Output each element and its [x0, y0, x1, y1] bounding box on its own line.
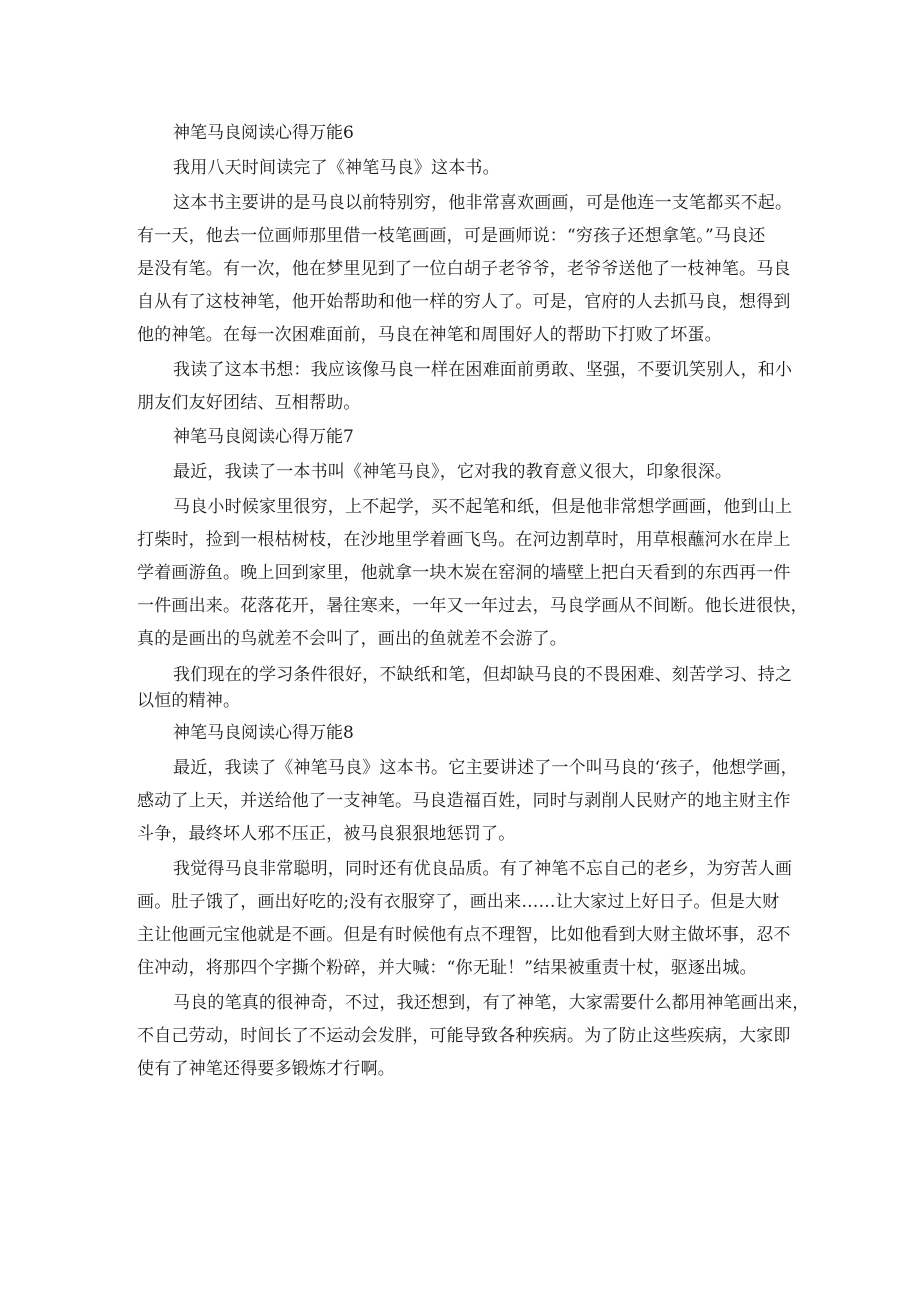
text-line: 我觉得马良非常聪明，同时还有优良品质。有了神笔不忘自己的老乡，为穷苦人画: [173, 859, 793, 879]
paragraph: [137, 354, 793, 420]
text-line: 这本书主要讲的是马良以前特别穷，他非常喜欢画画，可是他连一支笔都买不起。: [173, 193, 793, 213]
paragraph: [137, 152, 789, 185]
text-line: 我用八天时间读完了《神笔马良》这本书。: [173, 158, 500, 178]
paragraph: [137, 662, 793, 714]
text-line: 学着画游鱼。晚上回到家里，他就拿一块木炭在窑洞的墙壁上把白天看到的东西再一件: [137, 563, 791, 583]
text-line: 斗争，最终坏人邪不压正，被马良狠狠地惩罚了。: [137, 824, 516, 844]
text-line: 住冲动，将那四个字撕个粉碎，并大喊：“你无耻！”结果被重责十杖，驱逐出城。: [137, 958, 757, 978]
text-line: 一件画出来。花落花开，暑往寒来，一年又一年过去，马良学画从不间断。他长进很快，: [137, 596, 808, 616]
text-line: 朋友们友好团结、互相帮助。: [137, 393, 361, 413]
text-line: 以恒的精神。: [137, 691, 241, 711]
text-line: 画。肚子饿了，画出好吃的;没有衣服穿了，画出来……让大家过上好日子。但是大财: [137, 892, 780, 912]
section-heading: 神笔马良阅读心得万能8: [173, 723, 354, 743]
text-line: 感动了上天，并送给他了一支神笔。马良造福百姓，同时与剥削人民财产的地主财主作: [137, 791, 791, 811]
paragraph: [137, 987, 810, 1086]
paragraph: [137, 456, 789, 489]
text-line: 我读了这本书想：我应该像马良一样在困难面前勇敢、坚强，不要讥笑别人，和小: [173, 360, 793, 380]
text-line: 真的是画出的鸟就差不会叫了，画出的鱼就差不会游了。: [137, 629, 567, 649]
text-line: 不自己劳动，时间长了不运动会发胖，可能导致各种疾病。为了防止这些疾病，大家即: [137, 1026, 791, 1046]
text-line: 自从有了这枝神笔，他开始帮助和他一样的穷人了。可是，官府的人去抓马良，想得到: [137, 292, 791, 312]
text-line: 打柴时，捡到一根枯树枝，在沙地里学着画飞鸟。在河边割草时，用草根蘸河水在岸上: [137, 530, 791, 550]
text-line: 有一天，他去一位画师那里借一枝笔画画，可是画师说：“穷孩子还想拿笔。”马良还: [137, 226, 766, 246]
section-8: [137, 716, 810, 1086]
text-line: 我们现在的学习条件很好，不缺纸和笔，但却缺马良的不畏困难、刻苦学习、持之: [173, 665, 793, 685]
section-heading: 神笔马良阅读心得万能7: [173, 427, 354, 447]
text-line: 是没有笔。有一次，他在梦里见到了一位白胡子老爷爷，老爷爷送他了一枝神笔。马良: [137, 259, 791, 279]
paragraph: [137, 853, 793, 985]
text-line: 马良的笔真的很神奇，不过，我还想到，有了神笔，大家需要什么都用神笔画出来，: [173, 993, 810, 1013]
text-line: 主让他画元宝他就是不画。但是有时候他有点不理智，比如他看到大财主做坏事，忍不: [137, 925, 791, 945]
paragraph: [137, 491, 808, 656]
section-6: [137, 116, 793, 420]
section-7: [137, 420, 808, 714]
text-line: 使有了神笔还得要多锻炼才行啊。: [137, 1059, 395, 1079]
section-heading: 神笔马良阅读心得万能6: [173, 123, 354, 143]
text-line: 马良小时候家里很穷，上不起学，买不起笔和纸，但是他非常想学画画，他到山上: [173, 497, 793, 517]
document-page: [137, 116, 810, 1086]
text-line: 最近，我读了一本书叫《神笔马良》，它对我的教育意义很大，印象很深。: [173, 462, 733, 482]
paragraph: [137, 187, 793, 352]
text-line: 他的神笔。在每一次困难面前，马良在神笔和周围好人的帮助下打败了坏蛋。: [137, 325, 722, 345]
text-line: 最近，我读了《神笔马良》这本书。它主要讲述了一个叫马良的‘孩子，他想学画，: [173, 758, 798, 778]
paragraph: [137, 752, 798, 851]
